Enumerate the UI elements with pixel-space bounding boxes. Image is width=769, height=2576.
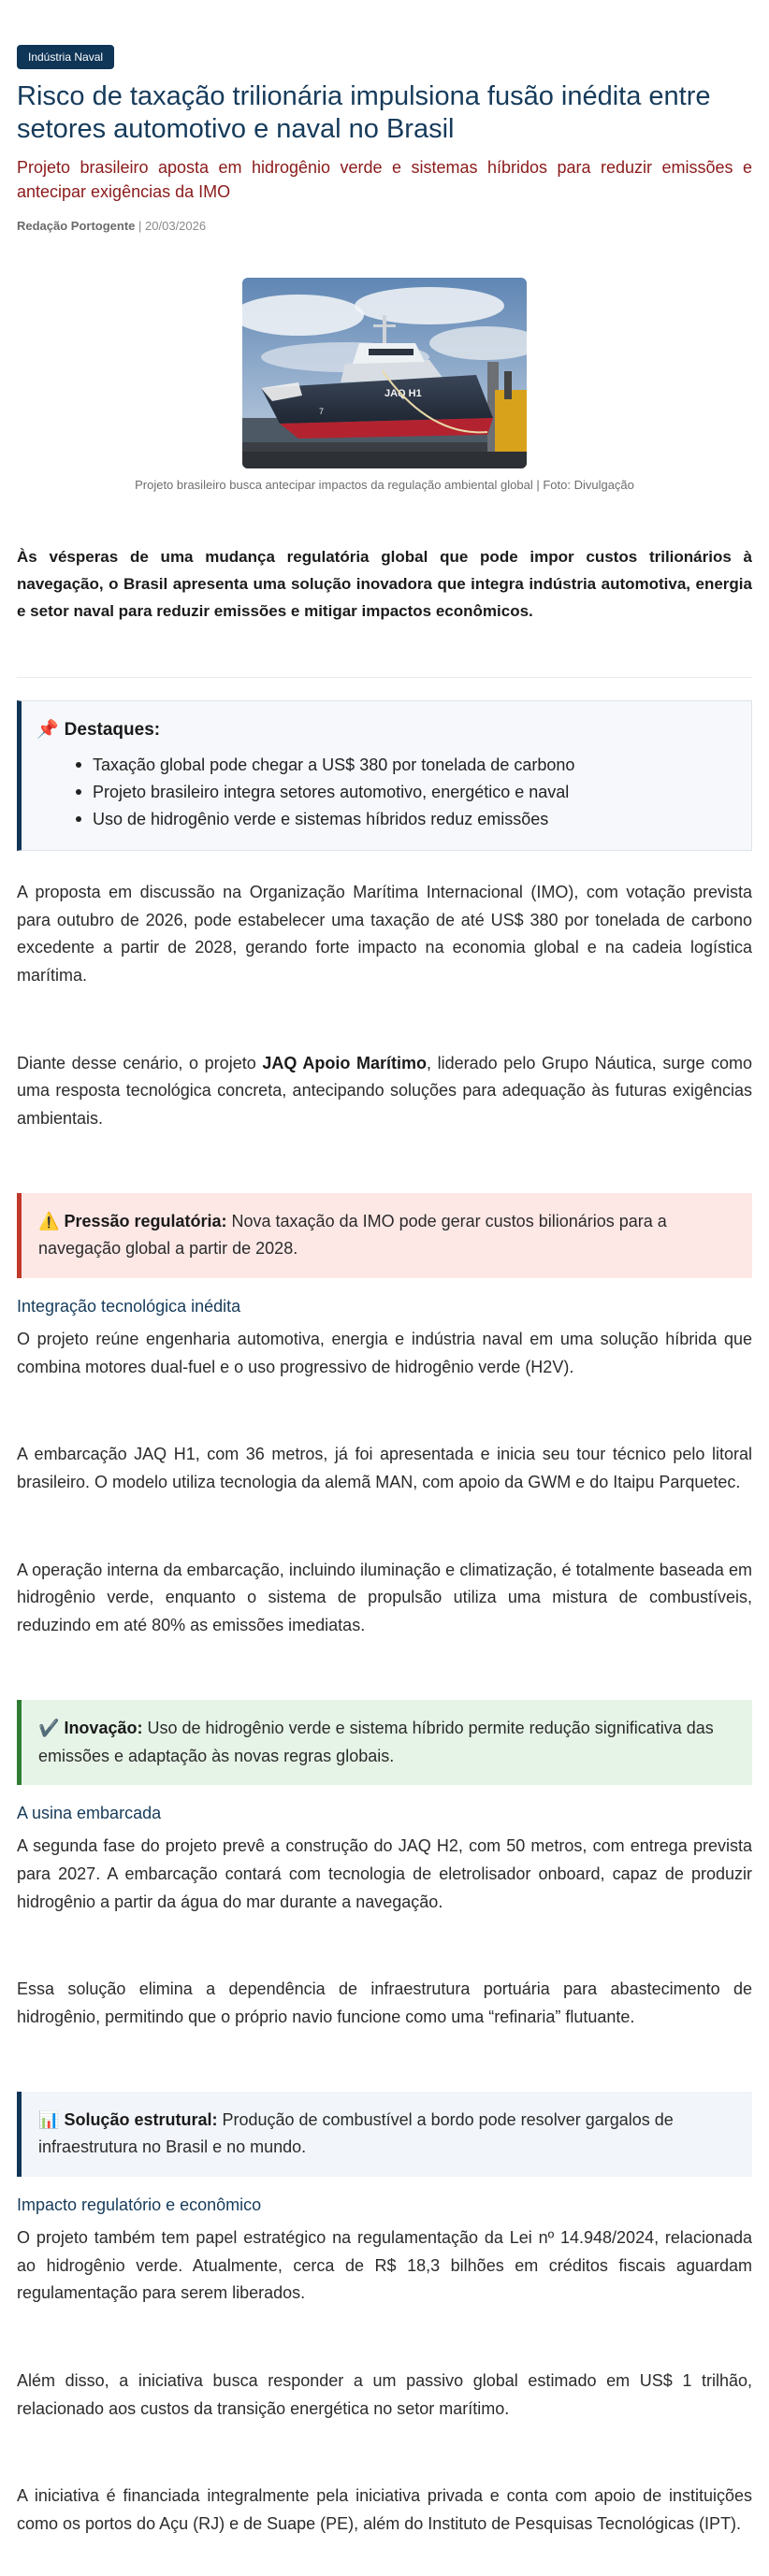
section-heading: A usina embarcada (17, 1804, 162, 1823)
hull-number: 7 (319, 406, 325, 416)
paragraph: A segunda fase do projeto prevê a construção do JAQ H2, com 50 metros, com entrega prevista para 2027. A embarcação contará com tecnologia de eletrolisador onboard, capaz de produzir hidrogênio a partir da água do mar durante a navegação. (17, 1836, 752, 1911)
highlights-list (36, 752, 733, 832)
callout-text: Nova taxação da IMO pode gerar custos bilionários para a navegação global a partir de 2028. (38, 1211, 667, 1259)
innovation-callout (17, 1700, 752, 1785)
paragraph-text: , liderado pelo Grupo Náutica, surge como uma resposta tecnológica concreta, antecipando soluções para adequação às futuras exigências ambientais. (17, 1053, 753, 1128)
paragraph (17, 1050, 752, 1133)
paragraph: A proposta em discussão na Organização Marítima Internacional (IMO), com votação prevista para outubro de 2026, pode estabelecer uma taxação de até US$ 380 por tonelada de carbono excedente a partir de 2028, gerando forte impacto na economia global e na cadeia logística marítima. (17, 882, 752, 985)
section-heading: Impacto regulatório e econômico (17, 2195, 262, 2215)
ship-photo (242, 278, 527, 468)
paragraph: Além disso, a iniciativa busca responder a um passivo global estimado em US$ 1 trilhão, relacionado aos custos da transição energética no setor marítimo. (17, 2371, 752, 2418)
hero-image (242, 278, 527, 468)
chart-icon: 📊 (38, 2109, 60, 2129)
article-lead: Às vésperas de uma mudança regulatória global que pode impor custos trilionários à navegação, o Brasil apresenta uma solução inovadora que integra indústria automotiva, energia e setor naval para reduzir emissões e mitigar impactos econômicos. (17, 547, 752, 620)
structural-callout (17, 2092, 752, 2177)
article-title: Risco de taxação trilionária impulsiona fusão inédita entre setores automotivo e naval no Brasil (17, 81, 711, 144)
project-name: JAQ Apoio Marítimo (262, 1053, 427, 1072)
list-item: Uso de hidrogênio verde e sistemas híbridos reduz emissões (93, 806, 733, 833)
hull-lettering: JAQ H1 (384, 387, 422, 399)
highlights-title (36, 718, 733, 741)
section-heading: Integração tecnológica inédita (17, 1297, 241, 1317)
paragraph: O projeto reúne engenharia automotiva, energia e indústria naval em uma solução híbrida que combina motores dual-fuel e o uso progressivo de hidrogênio verde (H2V). (17, 1330, 752, 1376)
paragraph: A embarcação JAQ H1, com 36 metros, já foi apresentada e inicia seu tour técnico pelo litoral brasileiro. O modelo utiliza tecnologia da alemã MAN, com apoio da GWM e do Itaipu Parquetec. (17, 1445, 752, 1492)
callout-text: Uso de hidrogênio verde e sistema híbrido permite redução significativa das emissões e adaptação às novas regras globais. (38, 1718, 714, 1765)
hero-figure (17, 278, 752, 492)
list-item: Taxação global pode chegar a US$ 380 por tonelada de carbono (93, 752, 733, 779)
divider (17, 677, 752, 678)
paragraph-text: Diante desse cenário, o projeto (17, 1053, 263, 1072)
warning-icon: ⚠️ (38, 1211, 60, 1230)
paragraph: A iniciativa é financiada integralmente pela iniciativa privada e conta com apoio de instituições como os portos do Açu (RJ) e de Suape (PE), além do Instituto de Pesquisas Tecnológicas (IPT). (17, 2486, 752, 2534)
callout-label: Pressão regulatória: (64, 1211, 227, 1230)
author-name: Redação Portogente (17, 218, 136, 233)
highlights-title-text: Destaques: (64, 720, 161, 741)
callout-label: Solução estrutural: (64, 2109, 218, 2129)
list-item: Projeto brasileiro integra setores automotivo, energético e naval (93, 779, 733, 806)
publish-date: 20/03/2026 (145, 218, 207, 233)
image-caption: Projeto brasileiro busca antecipar impactos da regulação ambiental global | Foto: Divulgação (135, 477, 634, 492)
regulatory-callout (17, 1193, 752, 1278)
check-icon: ✔️ (38, 1718, 60, 1737)
highlights-box (17, 700, 752, 850)
paragraph: A operação interna da embarcação, incluindo iluminação e climatização, é totalmente baseada em hidrogênio verde, enquanto o sistema de propulsão utiliza uma mistura de combustíveis, reduzindo em até 80% as emissões imediatas. (17, 1560, 752, 1635)
callout-label: Inovação: (64, 1718, 143, 1737)
category-badge[interactable]: Indústria Naval (17, 45, 114, 69)
paragraph: Essa solução elimina a dependência de infraestrutura portuária para abastecimento de hidrogênio, permitindo que o próprio navio funcione como uma “refinaria” flutuante. (17, 1979, 752, 2026)
paragraph: O projeto também tem papel estratégico na regulamentação da Lei nº 14.948/2024, relacionada ao hidrogênio verde. Atualmente, cerca de R$ 18,3 bilhões em créditos fiscais aguardam regulamentação para serem liberados. (17, 2228, 752, 2303)
callout-text: Produção de combustível a bordo pode resolver gargalos de infraestrutura no Brasil e no mundo. (38, 2109, 674, 2157)
article-subtitle: Projeto brasileiro aposta em hidrogênio verde e sistemas híbridos para reduzir emissões e antecipar exigências da IMO (17, 157, 752, 201)
byline-separator: | (135, 218, 146, 233)
byline (17, 219, 752, 233)
pushpin-icon: 📌 (36, 720, 59, 741)
